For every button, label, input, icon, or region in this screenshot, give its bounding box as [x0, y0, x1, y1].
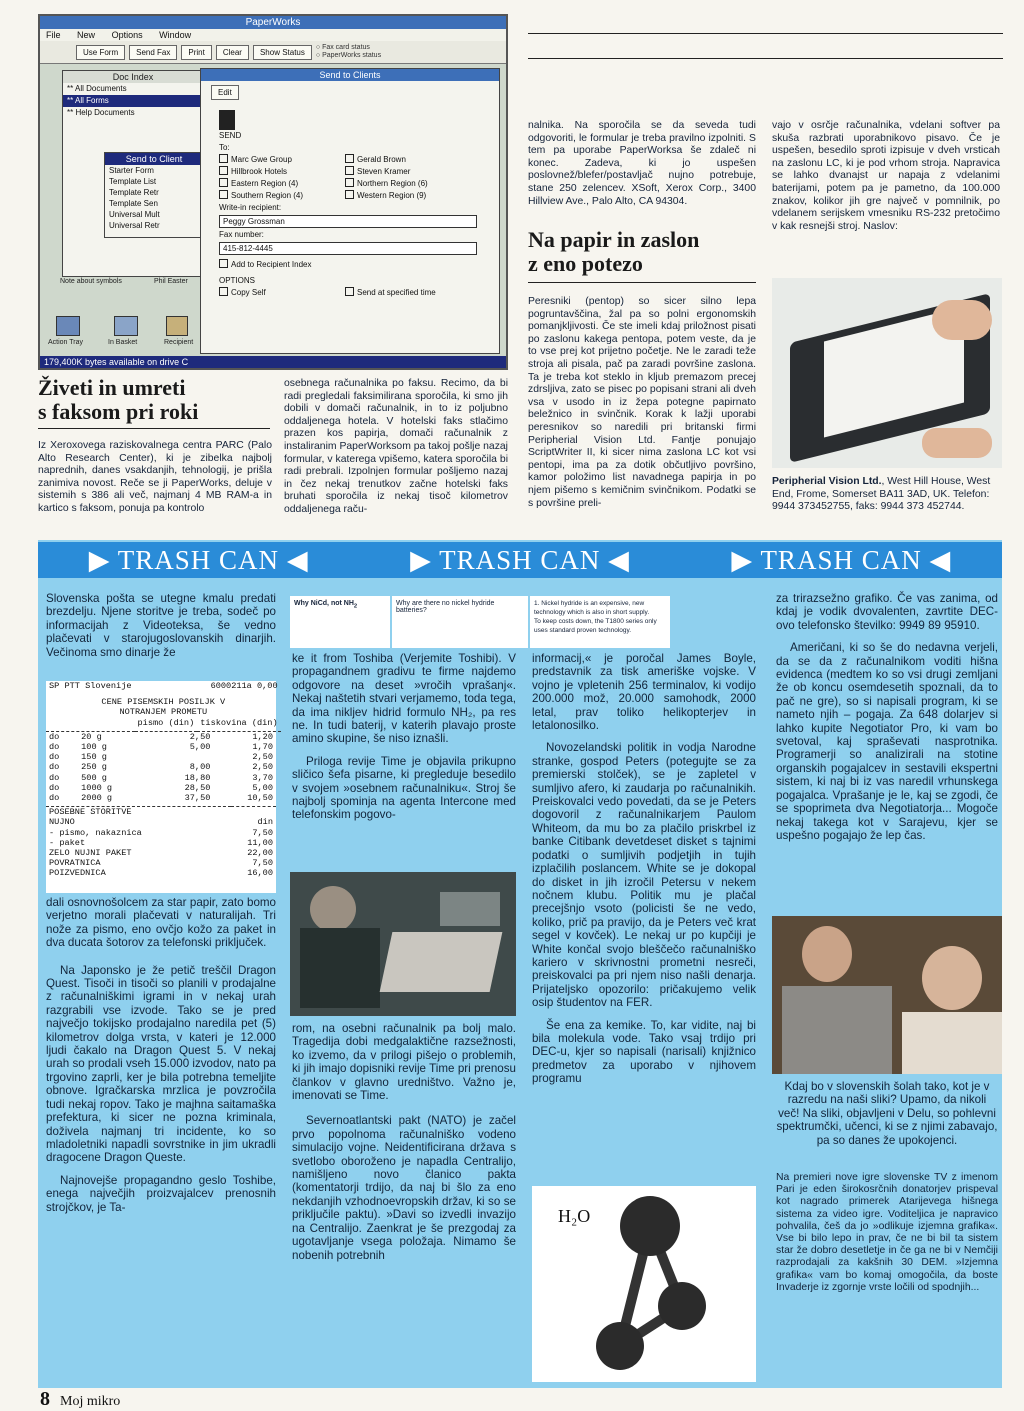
recipient-checkbox[interactable]: Northern Region (6): [341, 178, 481, 190]
postal-price-list: SP PTT Slovenije 6000211a 0,00 CENE PISEMSKIH POSILJK V NOTRANJEM PROMETU pismo (din) tiskovina (din) do 20 g 2,50 1,20 do 100 g 5,00 1,70 do 150 g 2,50 do 250 g 8,00 2,50 do 500 g 18,80 3,70 do 1000 g 28,50 5,00 do 2000 g 37,50 10,50 POSEBNE STORITVE NUJNO din - pismo, nakaznica 7,50 - paket 11,00 ZELO NUJNI PAKET 22,00 POVRATNICA 7,50 POIZVEDNICA 16,00: [46, 681, 276, 893]
hydrogen-atom: [596, 1322, 644, 1370]
trash-col1-p1: Slovenska pošta se utegne kmalu predati brezdelju. Njene storitve je treba, sodeč po informacijah z Videoteksa, še vedno plačevati v starojugoslovanskih dinarjih. Večinoma smo dinarje že: [46, 592, 276, 659]
send-to-clients-title: Send to Clients: [201, 69, 499, 81]
menu-window[interactable]: Window: [159, 30, 192, 40]
article1-col1: Iz Xeroxovega raziskovalnega centra PARC (Palo Alto Research Center), ki je zibelka najbolj naprednih, danes vsakdanjih, tehnologij, je prišla zanimiva novost. Reče se ji PaperWorks, deluje v sistemih s 386 ali več, najmanj 4 MB RAM-a in kartico s faksom, ponuja pa kontrolo: [38, 440, 272, 514]
toshiba-clip-question: [290, 596, 390, 648]
price-header-left: SP PTT Slovenije: [49, 681, 132, 691]
paperworks-status: PaperWorks status: [322, 52, 382, 59]
paperworks-logo: [219, 110, 235, 130]
menu-item[interactable]: Starter Form: [109, 166, 154, 175]
rule: [38, 428, 270, 429]
menu-item[interactable]: Template Retr: [109, 188, 159, 197]
time-office-photo: [290, 872, 516, 1016]
banner-item: ▶ TRASH CAN ◀: [731, 544, 952, 575]
services-title: POSEBNE STORITVE: [49, 807, 132, 818]
recipient-icon[interactable]: [166, 316, 188, 336]
send-label: SEND: [219, 131, 242, 140]
price-row: do 1000 g 28,50 5,00: [49, 782, 273, 793]
fax-number-label: Fax number:: [219, 230, 264, 239]
menu-item[interactable]: Template List: [109, 177, 157, 186]
trash-can-banner: [38, 542, 1002, 578]
service-row: - paket 11,00: [49, 837, 273, 848]
recipient-checkbox[interactable]: Marc Gwe Group: [201, 154, 341, 166]
banner-item: ▶ TRASH CAN ◀: [88, 544, 309, 575]
price-row: do 2000 g 37,50 10,50: [49, 793, 273, 804]
classroom-caption: Kdaj bo v slovenskih šolah tako, kot je v razredu na naši sliki? Upamo, da nikoli več! Na sliki, objavljeni v Delu, so pohlevni spektrumčki, učenci, ki se z njimi zabavajo, pa so danes že upokojenci.: [776, 1080, 998, 1147]
price-title2: NOTRANJEM PROMETU: [119, 707, 208, 718]
toshiba-clip-answer: [530, 596, 670, 648]
send-to-client-menu: [104, 152, 204, 238]
menu-bar: [40, 29, 506, 41]
rule: [528, 282, 756, 283]
send-at-time-checkbox[interactable]: Send at specified time: [341, 287, 436, 299]
menu-item[interactable]: Universal Mult: [109, 210, 160, 219]
clip-answer-2: To keep costs down, the T1800 series only uses standard proven technology.: [534, 618, 657, 634]
clip-question-text: Why NiCd, not $NH_2$: [294, 600, 358, 610]
price-row: do 150 g 2,50: [49, 752, 273, 763]
menu-item[interactable]: Universal Retr: [109, 221, 160, 230]
icon-label-in-basket: In Basket: [108, 339, 138, 346]
write-in-field[interactable]: Peggy Grossman: [219, 215, 477, 228]
send-to-client-title: Send to Client: [105, 153, 203, 165]
recipient-checkbox[interactable]: Hillbrook Hotels: [201, 166, 341, 178]
add-to-index-checkbox[interactable]: Add to Recipient Index: [201, 259, 499, 271]
show-status-button[interactable]: Show Status: [253, 45, 312, 60]
magazine-name: Moj mikro: [60, 1394, 121, 1409]
menu-new[interactable]: New: [77, 30, 96, 40]
article1-col3: nalnika. Na sporočila se da seveda tudi odgovoriti, le formular je treba pravilno izpolniti. S tem pa uporabe PaperWorksa še zdaleč ni konec. Zadeva, ki jo uspešen poslovnež/blefer/postavljač nujno potrebuje, stane 250 zelencev. XSoft, Xerox Corp., 3400 Hillview Ave., Palo Alto, CA 94304.: [528, 120, 756, 207]
icon-label-recipient: Recipient: [164, 339, 194, 346]
rule: [528, 33, 1003, 34]
app-title: PaperWorks: [245, 17, 301, 28]
paperworks-screenshot: [38, 14, 508, 370]
menu-file[interactable]: File: [46, 30, 61, 40]
classroom-photo: [772, 916, 1002, 1074]
recipient-checkbox[interactable]: Eastern Region (4): [201, 178, 341, 190]
toshiba-clip-question-2: [392, 596, 528, 648]
menu-options[interactable]: Options: [111, 30, 143, 40]
doc-index-item[interactable]: ** All Documents: [67, 84, 127, 93]
status-bar: 179,400K bytes available on drive C: [40, 356, 506, 368]
copy-self-checkbox[interactable]: Copy Self: [201, 287, 341, 299]
edit-button[interactable]: Edit: [211, 85, 239, 100]
article1-title-line1: Živeti in umreti: [38, 375, 186, 400]
article2-title: [528, 228, 758, 276]
banner-item: ▶ TRASH CAN ◀: [410, 544, 630, 575]
send-fax-button[interactable]: Send Fax: [129, 45, 177, 60]
price-row: do 20 g 2,50 1,20: [49, 731, 273, 742]
rule: [528, 58, 1003, 59]
options-label: OPTIONS: [219, 276, 256, 285]
article2-col3: Peresniki (pentop) so sicer silno lepa pogruntavščina, žal pa so polni ergonomskih pomanjkljivosti. Če ste imeli kdaj priložnost pisati po zaslonu kakega pentopa, potem veste, da je to vse prej kot prijetno početje. Ne le zaradi teže stroja ali pisala, pač pa zaradi površine zaslona. Ta je treba kot steklo in kljub premazom precej zdrsljiva, zato se pisec po popisani strani ali dveh vsa v usodo in iz žepa potegne papirnato beležnico in svinčnik. Korak k lažji uporabi peresnikov so naredili pri britanski firmi Peripherial Vision Ltd. Fantje ponujajo ScriptWriter II, ki sicer nima zaslona LC kot vsi pentopi, ima pa za dotik občutljivo površino, kamor položimo list navadnega papirja in po njem pišemo s kemičnim svinčnikom. Podatki se s površine preli-: [528, 296, 756, 509]
action-tray-icon[interactable]: [56, 316, 80, 336]
price-title1: CENE PISEMSKIH POSILJK V: [101, 697, 226, 708]
trash-col4-top: za trirazsežno grafiko. Če vas zanima, od kdaj je vodik dvovalenten, zavrtite DEC-ovo telefonsko številko: 9949 89 95910. Američani, ki so še do nedavna verjeli, da se da z računalnikom voditi hišna evidenca (medtem ko so vsi drugi zemljani že ob koncu osemdesetih spoznali, da to pač ne gre), so si napisali program, ki se nameto njih – pogaja. Za 648 dolarjev si lahko kupite Negotiator Pro, ki vam bo svetoval, kaj spraševati nasprotnika. Programerji so analizirali na stotine organskih pogajalcev in sestavili ekspertni sistem, ki naj bi iz vas naredil vrhunskega pogajalca. Vprašanje je le, kaj se zgodi, če se spoprimeta dva Negotiatorja... Mogoče nekaj takega kot v Sarajevu, kjer se uspešno pogajajo že lep čas.: [776, 592, 998, 842]
icon-label-action-tray: Action Tray: [48, 339, 84, 346]
recipient-checkbox[interactable]: Steven Kramer: [341, 166, 481, 178]
clip-question-2-text: Why are there no nickel hydride batteries?: [396, 600, 495, 614]
icon-label-notes[interactable]: Note about symbols: [60, 278, 122, 285]
doc-index-item[interactable]: ** All Forms: [63, 95, 203, 107]
app-title-bar: [40, 16, 506, 29]
price-colhead-print: tiskovina (din): [200, 717, 278, 728]
price-header-right: 6000211a 0,00: [210, 681, 278, 691]
oxygen-atom: [620, 1196, 680, 1256]
fax-number-field[interactable]: 415-812-4445: [219, 242, 477, 255]
article2-title-line1: Na papir in zaslon: [528, 227, 700, 252]
toolbar: [40, 41, 506, 64]
use-form-button[interactable]: Use Form: [76, 45, 125, 60]
status-options[interactable]: ○ Fax card status ○ PaperWorks status: [315, 44, 382, 59]
article1-col2: osebnega računalnika po faksu. Recimo, da bi radi pregledali faksimilirana sporočila, ki smo jih dobili v domači računalnik, in to iz poljubno oddaljenega hotela. V hotelski faks stlačimo prazen kos papirja, domači računalnik z instaliranim PaperWorksom pa takoj pošlje nazaj formular, v katerega vpišemo, katera sporočila bi radi prebrali. Izpolnjen formular pošljemo nazaj in čez nekaj trenutkov začne hotelski faks bruhati sporočila iz nekaj tisoč kilometrov oddaljenega raču-: [284, 378, 508, 515]
icon-label-phil[interactable]: Phil Easter: [154, 278, 188, 285]
trash-col4-bottom: Na premieri nove igre slovenske TV z imenom Pari je eden širokosrčnih donatorjev prispeval kot nagrado primerek Atarijevega hišnega sistema za video igre. Voditeljica je napravico pohvalila, češ da jo »odlikuje izjemna grafika«. Vse bi bilo lepo in prav, če ne bi bil ta sistem star že dobro desetletje in če ga ne bi v Nemčiji razprodajali za kakšnih 30 DEM. »Izjemna grafika« vam bo komaj omogočila, da boste Invaderje iz zgornje vrste ločili od spodnjih...: [776, 1172, 998, 1293]
doc-index-item[interactable]: ** Help Documents: [67, 108, 135, 117]
price-row: do 250 g 8,00 2,50: [49, 762, 273, 773]
send-to-clients-dialog: [200, 68, 500, 354]
recipient-checkbox[interactable]: Gerald Brown: [341, 154, 481, 166]
recipient-checkbox[interactable]: Western Region (9): [341, 190, 481, 202]
service-rows: [46, 828, 276, 879]
article2-col4: vajo v osrčje računalnika, vdelani softver pa skuša razbrati uporabnikovo pisavo. Če je uspešen, besedilo sproti izpisuje v dveh vrsticah na zaslonu LC, ki je pod vrhom stroja. Napravica se lahko dvanajst ur napaja z vdelanimi baterijami, potem pa je pametno, da 100.000 znakov, kolikor jih gre največ v pomnilnik, po vdelanem serijskem vmesniku RS-232 pretočimo v kak resnejši stroj. Naslov:: [772, 120, 1000, 232]
trash-col2-bottom: rom, na osebni računalnik pa bolj malo. Tragedija dobi medgalaktične razsežnosti, ko izvemo, da v prilogi pišejo o problemih, ki jih imajo dopisniki revije Time pri prenosu člankov v glavno uredništvo. Važno je, imenovati se Time. Severnoatlantski pakt (NATO) je začel prvo popolnoma računalniško vodeno simulacijo vojne. Neidentificirana država s svetlobo oboroženo je napadla Centralijo, namišljeno novo članico pakta (komentatorji trdijo, da naj bi šlo za eno nekdanjih vzhodnoevropskih držav, ki so se priključile paktu). »Davi so izvedli invazijo na Centralijo. Zaenkrat je še prezgodaj za ugotavljanje vsega položaja. Nimamo še nobenih potrebnih: [292, 1022, 516, 1262]
print-button[interactable]: Print: [181, 45, 211, 60]
recipient-checkbox[interactable]: Southern Region (4): [201, 190, 341, 202]
in-basket-icon[interactable]: [114, 316, 138, 336]
doc-index-title: Doc Index: [63, 71, 203, 83]
menu-item[interactable]: Template Sen: [109, 199, 158, 208]
services-head: NUJNO: [49, 817, 75, 828]
fax-card-status: Fax card status: [322, 44, 370, 51]
price-row: do 100 g 5,00 1,70: [49, 742, 273, 753]
h2o-label: H₂O: [558, 1206, 591, 1226]
h2o-molecule-figure: [532, 1186, 756, 1382]
trash-col2-top: ke it from Toshiba (Verjemite Toshibi). V propagandnem gradivu te firme najdemo odgovore na deset »vročih vprašanj«. Nekaj naštetih stvari verjamemo, toda tega, da ima nikljev hidrid formulo NH₂, pa res ne. In tudi baterij, v katerih plavajo proste amino skupine, še niso iznašli. Priloga revije Time je objavila prikupno sličico šefa pisarne, ki pregleduje besedilo v svojem »osebnem računalniku«. Stroj še najbolj spominja na agenta Intercone med telefonskim pogovo-: [292, 652, 516, 822]
article2-address: Peripherial Vision Ltd., West Hill House, West End, Frome, Somerset BA11 3AD, UK. Telefon: 9944 373452755, faks: 9944 373 452744.: [772, 476, 991, 513]
page-footer: [40, 1388, 120, 1411]
price-rows: [46, 732, 276, 803]
trash-col1-rest: dali osnovnošolcem za star papir, zato bomo verjetno morali plačevati v naturalijah. Tri nože za pismo, eno ovčjo kožo za paket in dva ducata šotorov za telefonski priključek. Na Japonsko je že petič treščil Dragon Quest. Tisoči in tisoči so planili v prodajalne z računalniškimi igrami in v nekaj urah razgrabili vse izvode. Tako se je pred največjo tokijsko prodajalno naredila pet (5) kilometrov dolga vrsta, v kateri je 12.000 ljudi čakalo na Dragon Quest 5. V nekaj urah so prodali vseh 15.000 izvodov, nato pa trgovino zaprli, ker je bila potrebna temeljite obnove. Igračkarska mrzlica je povzročila tudi nekaj ropov. Tako je majhna saitamaška prefektura, ki sicer ne pozna kriminala, doživela najmanj tri incidente, ko so mladoletniki napadli sovrstnike in jim ukradli dragocene Dragon Queste. Najnovejše propagandno geslo Toshibe, enega največjih proizvajalcev prenosnih strojčkov, je Ta-: [46, 896, 276, 1214]
clip-answer-1: 1. Nickel hydride is an expensive, new technology which is also in short supply.: [534, 600, 650, 616]
service-row: POIZVEDNICA 16,00: [49, 868, 273, 879]
scriptwriter-photo: [772, 278, 1002, 468]
page-number: 8: [40, 1388, 50, 1410]
service-row: ZELO NUJNI PAKET 22,00: [49, 848, 273, 859]
article1-title-line2: s faksom pri roki: [38, 399, 199, 424]
article1-title: [38, 376, 274, 424]
price-colhead-letter: pismo (din): [137, 717, 195, 728]
clear-button[interactable]: Clear: [216, 45, 249, 60]
service-row: POVRATNICA 7,50: [49, 858, 273, 869]
write-in-label: Write-in recipient:: [219, 203, 282, 212]
hydrogen-atom: [658, 1282, 706, 1330]
article2-title-line2: z eno potezo: [528, 251, 643, 276]
price-row: do 500 g 18,80 3,70: [49, 772, 273, 783]
to-label: To:: [219, 143, 230, 152]
trash-col3: informacij,« je poročal James Boyle, predstavnik za tisk ameriške vojske. V vojno je vpletenih 256 terminalov, ki vodijo 200.000 mož, 20.000 samohodk, 2000 letal, prav toliko helikopterjev in letalonosilko. Novozelandski politik in vodja Narodne stranke, gospod Peters (potegujte se za premierski stolček), se je zapletel v sumljivo afero, ki zaudarja po računalnikih. Preiskovalci vedo povedati, da se je Peters dogovoril z računalnikarjem Paulom Whiteom, da mu bo za plačilo priskrbel iz banke Citibank devetdeset disket s tajnimi podatki o sumljivih podjetjih in tujih izplačilih poslancem. White se je dokopal do disket in jih izročil Petersu v nekem nočnem klubu. Politik mu je plačal precejšnjo vsoto (policisti še ne vedo, koliko, prič pa pravijo, da je Peters več krat segel v kovček). Le nekaj ur po kupčiji je White končal svojo bleščečo računalniško kariero v skrivnostni prometni nesreči, preiskovalci pa pri njem niso našli denarja. Prijateljsko opozorilo: pričakujemo velik osip študentov na FER. Še ena za kemike. To, kar vidite, naj bi bila molekula vode. Tako vsaj trdijo pri DEC-u, kjer so napisali (narisali) knjižnico predmetov za uporabo v njihovem programu: [532, 652, 756, 1086]
service-row: - pismo, nakaznica 7,50: [49, 827, 273, 838]
